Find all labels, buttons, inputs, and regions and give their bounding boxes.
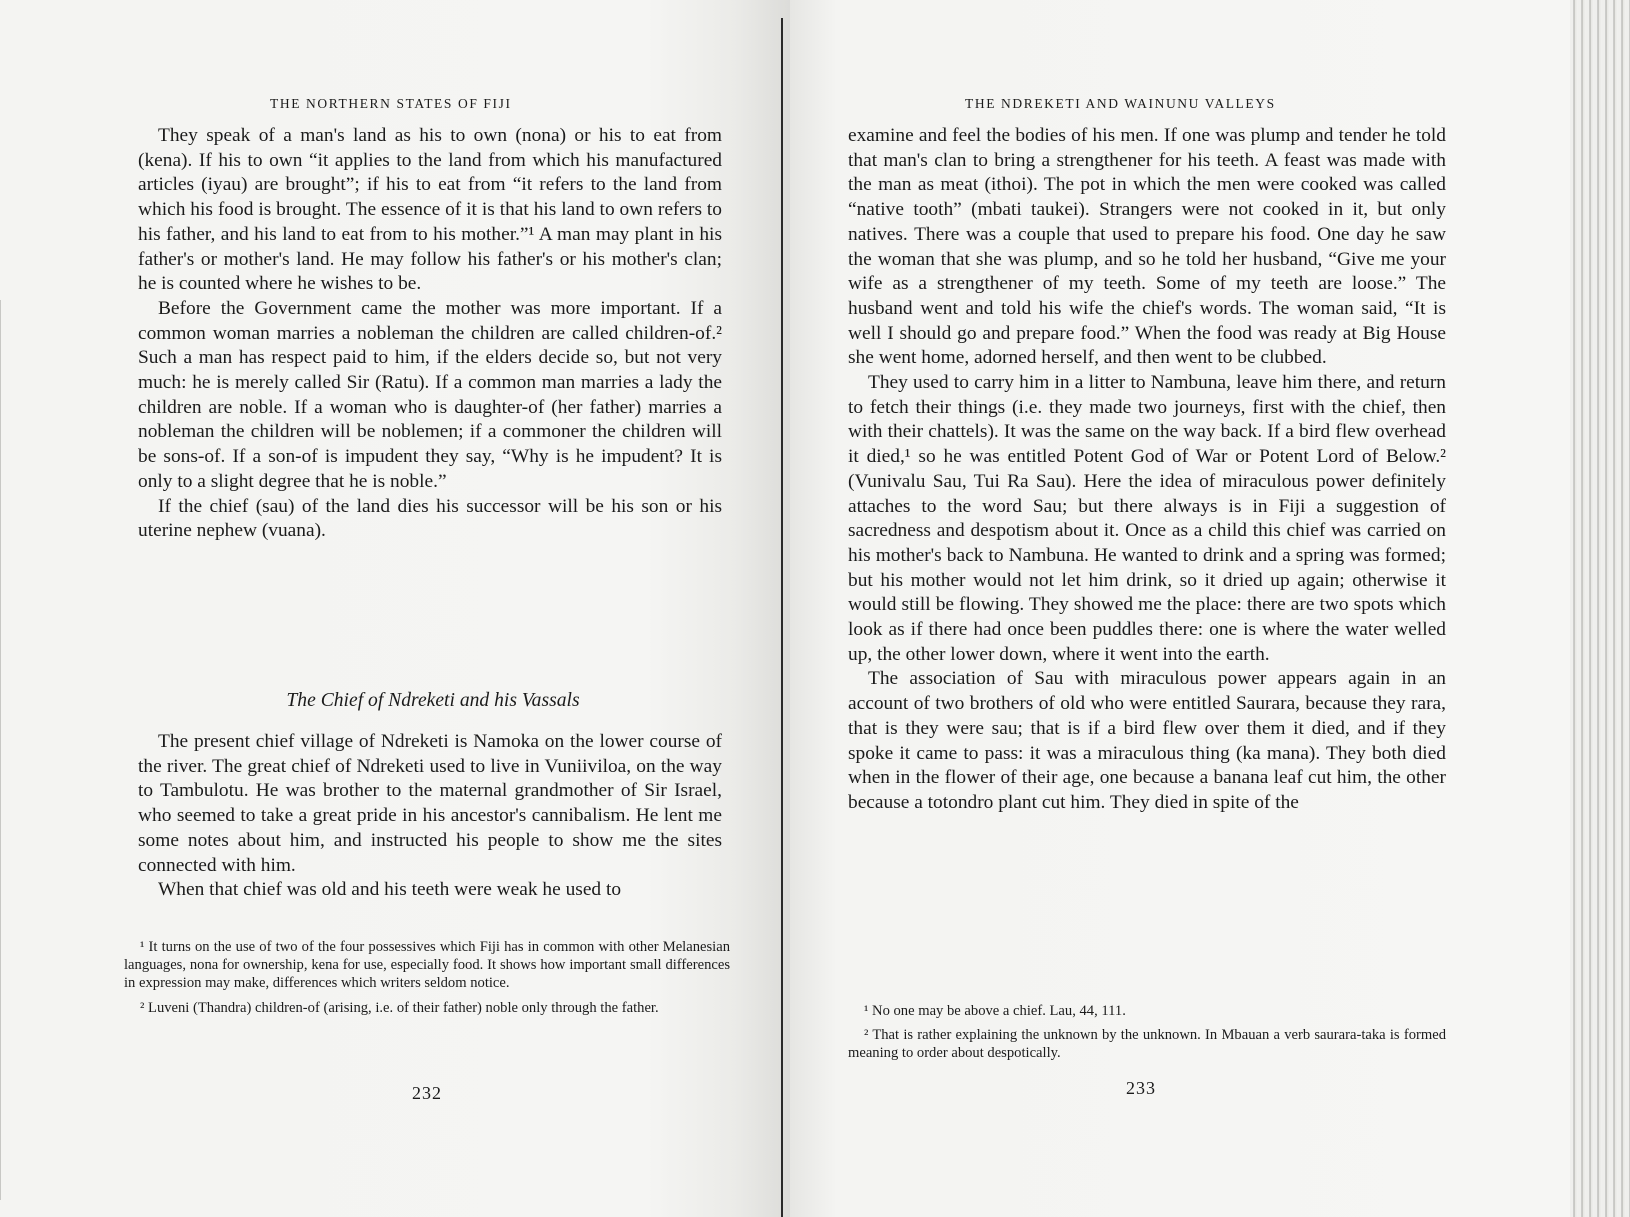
paragraph: When that chief was old and his teeth were weak he used to [158,879,622,901]
paragraph: If the chief (sau) of the land dies his successor will be his son or his uterine nephew (vuana). [138,495,722,542]
paragraph: Before the Government came the mother was more important. If a common woman marries a nobleman the children are called children-of.² Such a man has respect paid to him, if the elders decide so, but not very much: he is merely called Sir (Ratu). If a common man marries a lady the children are noble. If a woman who is daughter-of (her father) marries a nobleman the children will be noblemen; if a commoner the children will be sons-of. If a son-of is impudent they say, “Why is he impudent? It is only to a slight degree that he is noble.” [138,297,722,492]
footnote: ¹ No one may be above a chief. Lau, 44, 111. [864,1003,1126,1019]
footnote: ¹ It turns on the use of two of the four possessives which Fiji has in common with other Melanesian languages, nona for ownership, kena for use, especially food. It shows how important small differences in expression may make, differences which writers seldom notice. [124,939,730,992]
right-footnotes [848,1002,1446,1069]
paragraph: The association of Sau with miraculous power appears again in an account of two brothers of old who were entitled Saurara, because they rara, that is they were sau; that is if a bird flew over them it died, and if they spoke it came to pass: it was a miraculous thing (ka mana). They both died when in the flower of their age, one because a banana leaf cut him, the other because a totondro plant cut him. They died in spite of the [848,668,1446,813]
right-page-number: 233 [1126,1078,1156,1098]
footnote: ² That is rather explaining the unknown by the unknown. In Mbauan a verb saurara-taka is formed meaning to order about despotically. [848,1027,1446,1062]
footnote: ² Luveni (Thandra) children-of (arising, i.e. of their father) noble only through the father. [140,999,659,1016]
page-edges [1570,0,1630,1217]
paragraph: The present chief village of Ndreketi is Namoka on the lower course of the river. The great chief of Ndreketi used to live in Vuniiviloa, on the way to Tambulotu. He was brother to the maternal grandmother of Sir Israel, who seemed to take a great pride in his ancestor's cannibalism. He lent me some notes about him, and instructed his people to show me the sites connected with him. [138,731,722,876]
right-body [848,124,1446,816]
left-body-upper [138,124,722,544]
paragraph: They speak of a man's land as his to own (nona) or his to eat from (kena). If his to own “it applies to the land from which his manufactured articles (iyau) are brought”; if his to eat from “it refers to the land from which his food is brought. The essence of it is that his land to own refers to his father, and his land to eat from to his mother.”¹ A man may plant in his father's or mother's land. He may follow his father's or his mother's clan; he is counted where he wishes to be. [138,125,722,295]
left-edge-marks [0,300,15,1200]
book-gutter [781,18,783,1217]
section-heading: The Chief of Ndreketi and his Vassals [286,690,580,711]
left-footnotes [124,938,730,1023]
left-running-head: THE NORTHERN STATES OF FIJI [270,96,512,111]
paragraph: examine and feel the bodies of his men. If one was plump and tender he told that man's clan to bring a strengthener for his teeth. A feast was made with the man as meat (ithoi). The pot in which the men were cooked was called “native tooth” (mbati taukei). Strangers were not cooked in it, but only natives. There was a couple that used to prepare his food. One day he saw the woman that she was plump, and so he told her husband, “Give me your wife as a strengthener of my teeth. Some of my teeth are loose.” The husband went and told his wife the chief's words. The woman said, “It is well I should go and prepare food.” When the food was ready at Big House she went home, adorned herself, and then went to be clubbed. [848,125,1446,369]
paragraph: They used to carry him in a litter to Nambuna, leave him there, and return to fetch their things (i.e. they made two journeys, first with the chief, then with their chattels). It was the same on the way back. If a bird flew overhead it died,¹ so he was entitled Potent God of War or Potent Lord of Below.² (Vunivalu Sau, Tui Ra Sau). Here the idea of miraculous power definitely attaches to the word Sau; but there always is in Fiji a suggestion of sacredness and despotism about it. Once as a child this chief was carried on his mother's back to Nambuna. He wanted to drink and a spring was formed; but his mother would not let him drink, so it dried up again; otherwise it would still be flowing. They showed me the place: there are two spots which look as if there had once been puddles there: one is where the water welled up, the other lower down, where it went into the earth. [848,372,1446,665]
left-body-lower [138,730,722,903]
right-running-head: THE NDREKETI AND WAINUNU VALLEYS [965,96,1276,111]
left-page-number: 232 [412,1083,442,1103]
